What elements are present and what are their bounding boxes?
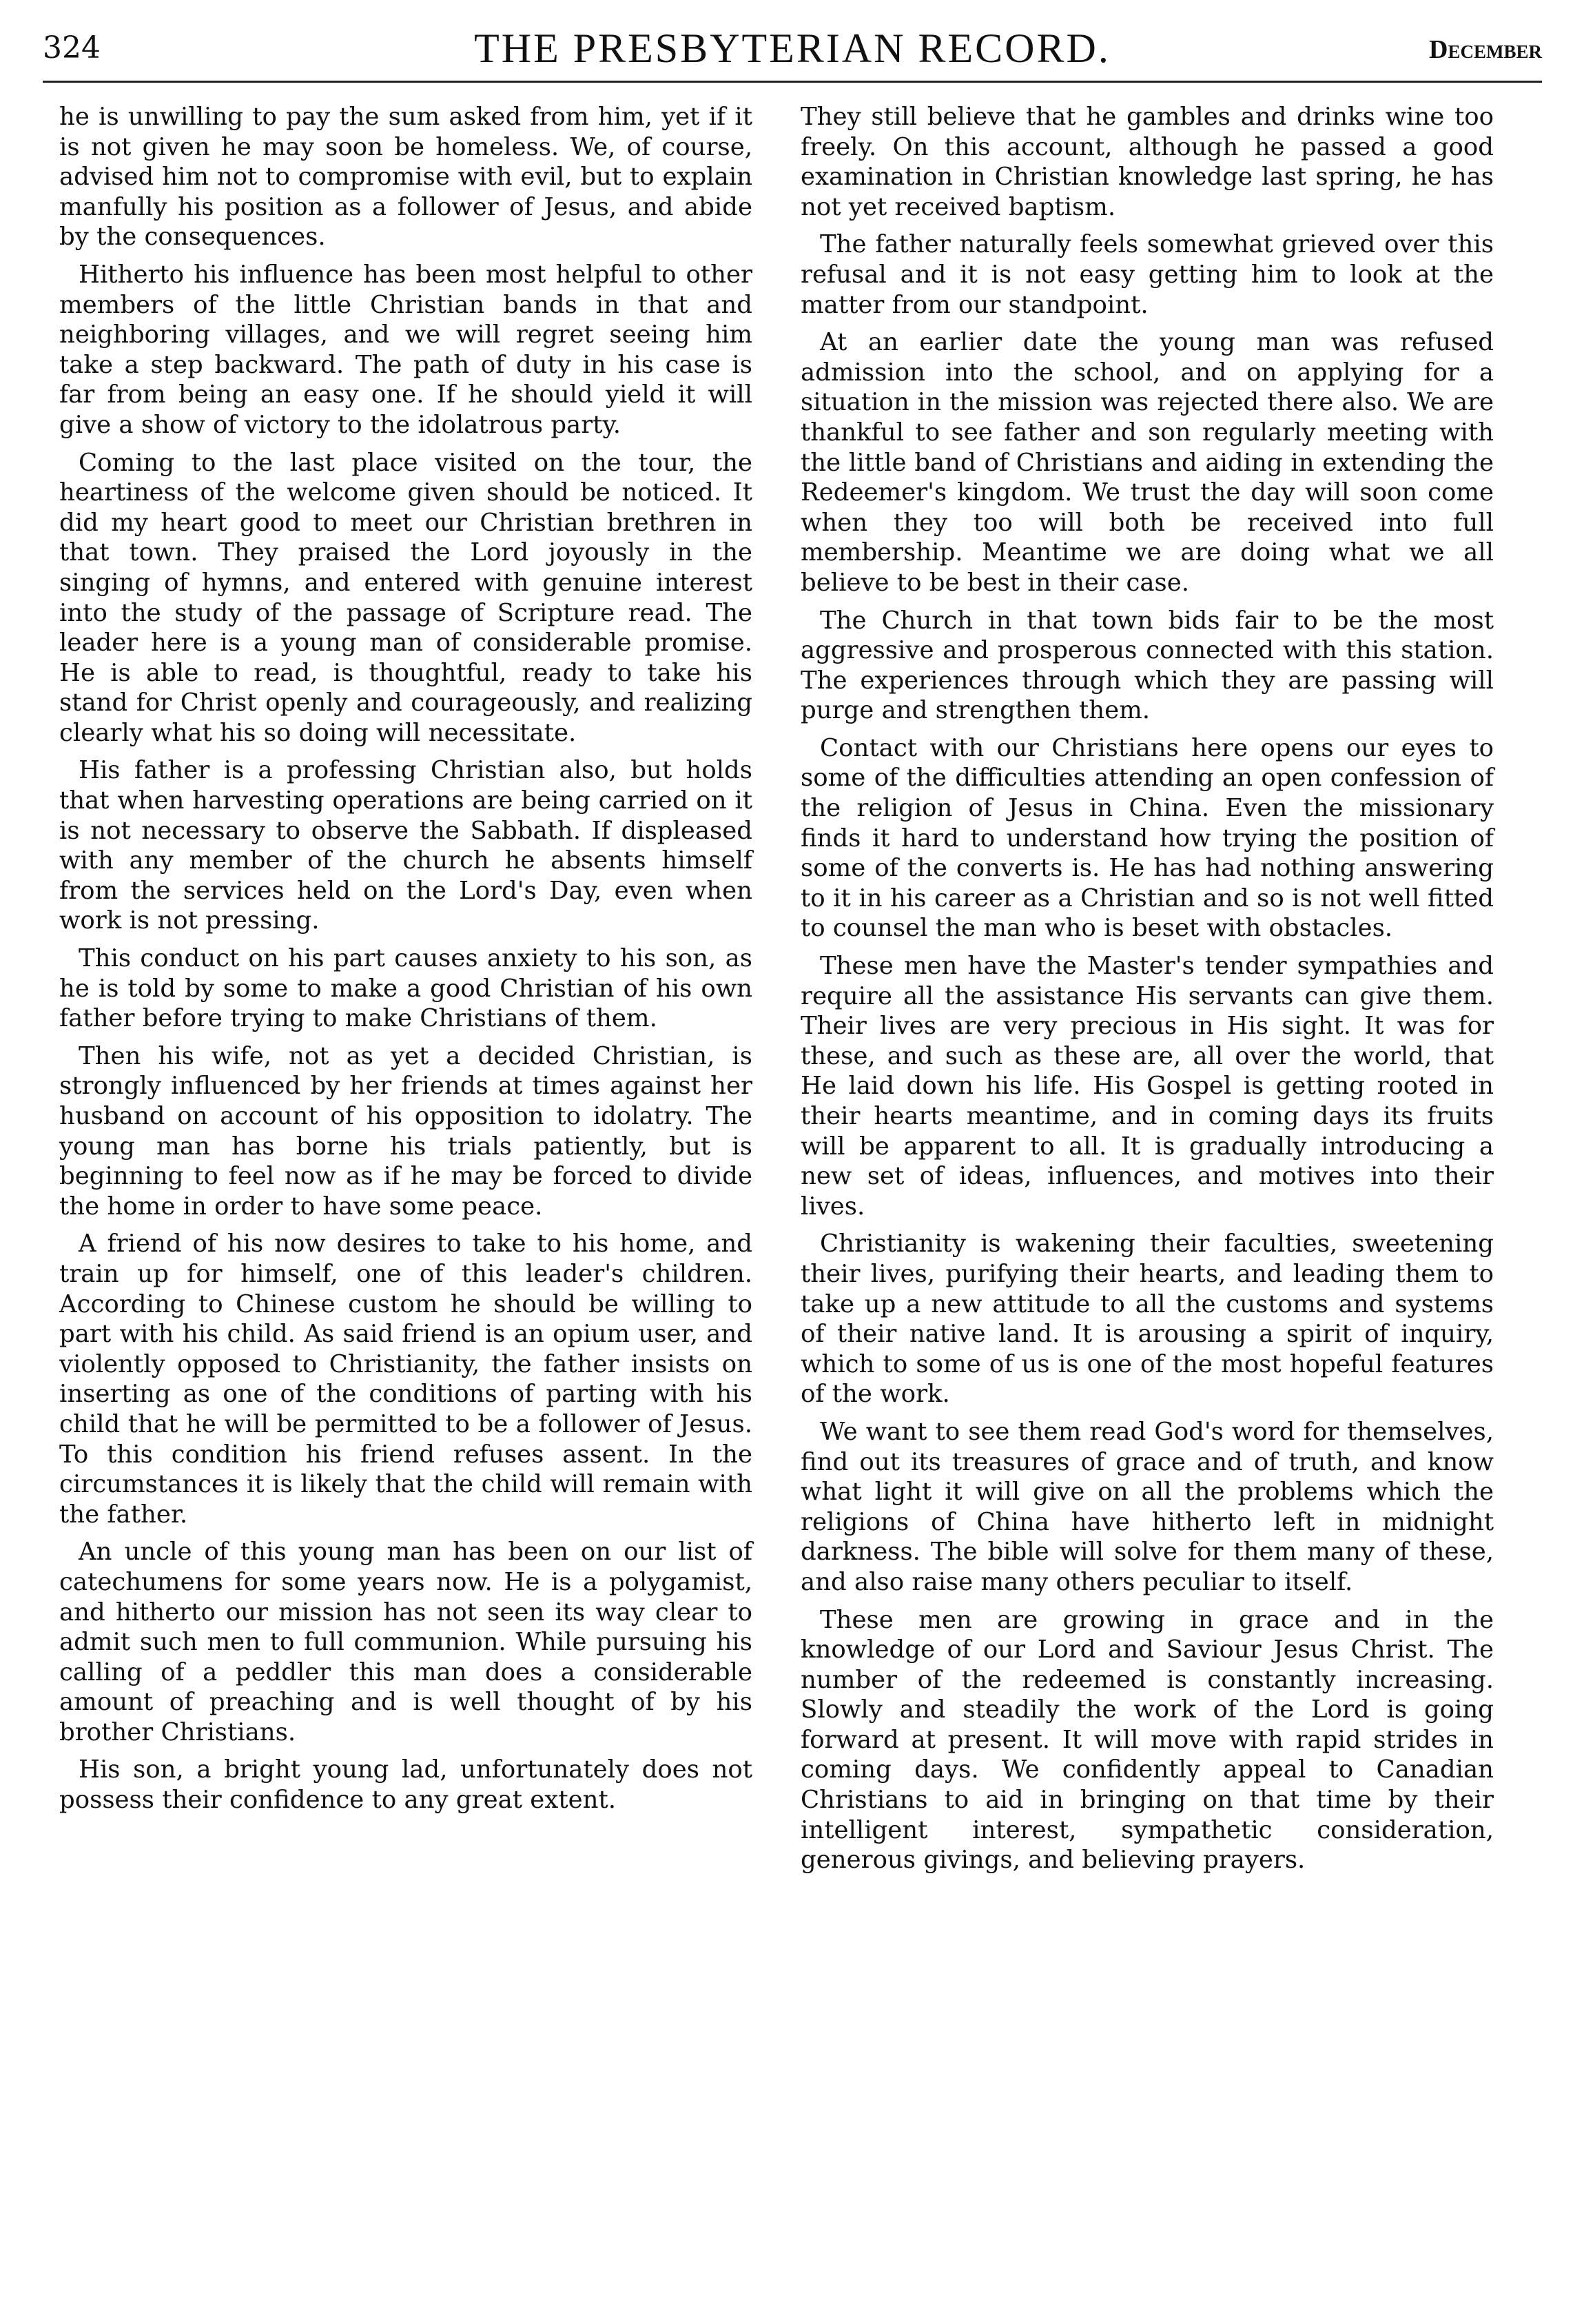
paragraph: These men have the Master's tender sympathies and require all the assistance His servants can give them. Their lives are very precious in His sight. It was for these, and such as these are, all over the world, that He laid down his life. His Gospel is getting rooted in their hearts meantime, and in coming days its fruits will be apparent to all. It is gradually introducing a new set of ideas, influences, and motives into their lives. (801, 952, 1494, 1221)
paragraph: The father naturally feels somewhat grieved over this refusal and it is not easy getting him to look at the matter from our standpoint. (801, 230, 1494, 319)
paragraph: Contact with our Christians here opens our eyes to some of the difficulties attending an open confession of the religion of Jesus in China. Even the missionary finds it hard to understand how trying the position of some of the converts is. He has had nothing answering to it in his career as a Christian and so is not well fitted to counsel the man who is beset with obstacles. (801, 733, 1494, 943)
left-column (59, 102, 752, 1823)
paragraph: His father is a professing Christian also, but holds that when harvesting operations are being carried on it is not necessary to observe the Sabbath. If displeased with any member of the church he absents himself from the services held on the Lord's Day, even when work is not pressing. (59, 756, 752, 935)
paragraph: These men are growing in grace and in the knowledge of our Lord and Saviour Jesus Christ. The number of the redeemed is constantly increasing. Slowly and steadily the work of the Lord is going forward at present. It will move with rapid strides in coming days. We confidently appeal to Canadian Christians to aid in bringing on that time by their intelligent interest, sympathetic consideration, generous givings, and believing prayers. (801, 1605, 1494, 1875)
paragraph: An uncle of this young man has been on our list of catechumens for some years now. He is a polygamist, and hitherto our mission has not seen its way clear to admit such men to full communion. While pursuing his calling of a peddler this man does a considerable amount of preaching and is well thought of by his brother Christians. (59, 1538, 752, 1746)
header-rule (43, 81, 1542, 83)
paragraph: The Church in that town bids fair to be the most aggressive and prosperous connected with this station. The experiences through which they are passing will purge and strengthen them. (801, 606, 1494, 725)
right-column (801, 102, 1494, 1883)
paragraph: Christianity is wakening their faculties, sweetening their lives, purifying their hearts, and leading them to take up a new attitude to all the customs and systems of their native land. It is arousing a spirit of inquiry, which to some of us is one of the most hopeful features of the work. (801, 1230, 1494, 1409)
paragraph: A friend of his now desires to take to his home, and train up for himself, one of this leader's children. According to Chinese custom he should be willing to part with his child. As said friend is an opium user, and violently opposed to Christianity, the father insists on inserting as one of the conditions of parting with his child that he will be permitted to be a follower of Jesus. To this condition his friend refuses assent. In the circumstances it is likely that the child will remain with the father. (59, 1230, 752, 1529)
paragraph: We want to see them read God's word for themselves, find out its treasures of grace and of truth, and know what light it will give on all the problems which the religions of China have hitherto left in midnight darkness. The bible will solve for them many of these, and also raise many others peculiar to itself. (801, 1417, 1494, 1596)
paragraph: Then his wife, not as yet a decided Christian, is strongly influenced by her friends at times against her husband on account of his opposition to idolatry. The young man has borne his trials patiently, but is beginning to feel now as if he may be forced to divide the home in order to have some peace. (59, 1041, 752, 1221)
paragraph: At an earlier date the young man was refused admission into the school, and on applying for a situation in the mission was rejected there also. We are thankful to see father and son regularly meeting with the little band of Christians and aiding in extending the Redeemer's kingdom. We trust the day will soon come when they too will both be received into full membership. Meantime we are doing what we all believe to be best in their case. (801, 328, 1494, 597)
paragraph: he is unwilling to pay the sum asked from him, yet if it is not given he may soon be homeless. We, of course, advised him not to compromise with evil, but to explain manfully his position as a follower of Jesus, and abide by the consequences. (59, 103, 752, 252)
paragraph: Coming to the last place visited on the tour, the heartiness of the welcome given should be noticed. It did my heart good to meet our Christian brethren in that town. They praised the Lord joyously in the singing of hymns, and entered with genuine interest into the study of the passage of Scripture read. The leader here is a young man of considerable promise. He is able to read, is thoughtful, ready to take his stand for Christ openly and courageously, and realizing clearly what his so doing will necessitate. (59, 448, 752, 747)
paragraph: They still believe that he gambles and drinks wine too freely. On this account, although he passed a good examination in Christian knowledge last spring, he has not yet received baptism. (801, 103, 1494, 221)
page-number: 324 (43, 30, 101, 65)
page-header (43, 25, 1542, 80)
paragraph: Hitherto his influence has been most helpful to other members of the little Christian bands in that and neighboring villages, and we will regret seeing him take a step backward. The path of duty in his case is far from being an easy one. If he should yield it will give a show of victory to the idolatrous party. (59, 260, 752, 439)
paragraph: His son, a bright young lad, unfortunately does not possess their confidence to any great extent. (59, 1755, 752, 1815)
journal-title: THE PRESBYTERIAN RECORD. (474, 26, 1111, 71)
paragraph: This conduct on his part causes anxiety to his son, as he is told by some to make a good Christian of his own father before trying to make Christians of them. (59, 944, 752, 1033)
issue-month: December (1429, 35, 1542, 64)
